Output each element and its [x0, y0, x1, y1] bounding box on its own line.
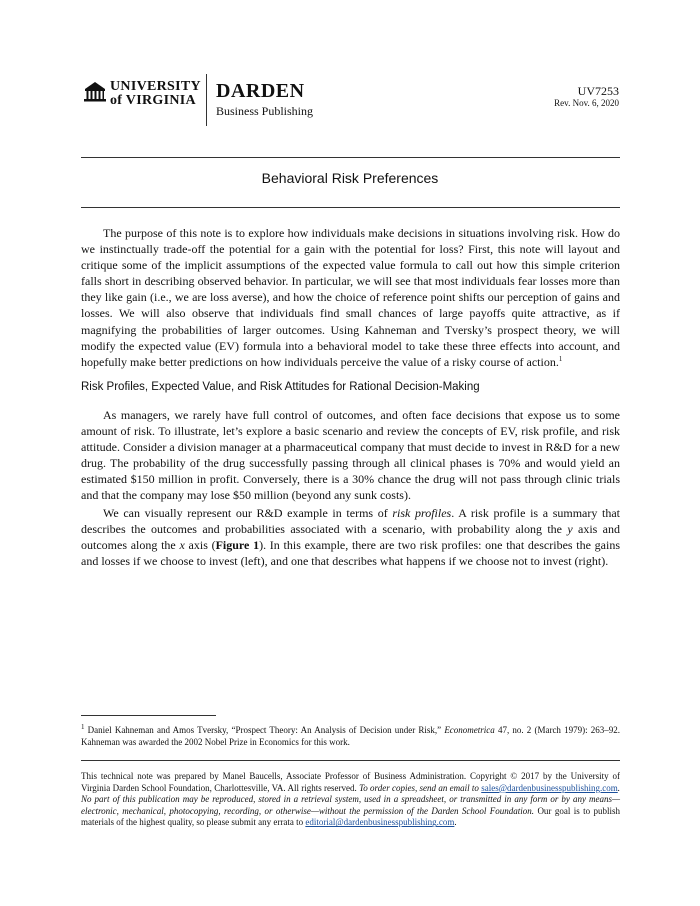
footer-text-a: This technical note was prepared by Manel Baucells, Associate Professor of Business Administration. Copyright © 2017 by the University of Virginia Darden School Foundation, Charlottesville, VA. All rights reserved.	[81, 771, 620, 793]
uva-line1: UNIVERSITY	[110, 79, 201, 94]
footer-text-b: Our goal is to publish materials of the highest quality, so please submit any errata to	[81, 805, 620, 828]
section-paragraph-1-text: As managers, we rarely have full control of outcomes, and often face decisions that expose us to some amount of risk. To illustrate, let’s explore a basic scenario and review the concepts of EV, risk profile, and risk attitude. Consider a division manager at a pharmaceutical company that must decide to invest in R&D for a new drug. The probability of the drug successfully passing through all clinical phases is 70% and would yield an estimated $150 million in profit. Conversely, there is a 30% chance the drug will not pass through clinic trials and that the company may lose $50 million (beyond any sunk costs).	[81, 408, 620, 503]
intro-paragraph	[81, 225, 620, 370]
footer-rule	[81, 760, 620, 761]
title-rule	[81, 207, 620, 208]
intro-text: The purpose of this note is to explore how individuals make decisions in situations involving risk. How do we instinctually trade-off the potential for a gain with the potential for loss? First, this note will layout and critique some of the implicit assumptions of the expected value formula to call out how this simple criterion falls short in describing observed behavior. In particular, we will see that most individuals fear losses more than they like gain (i.e., we are loss averse), and how the choice of reference point shifts our perception of gains and losses. We will also observe that individuals find small chances of large payoffs quite attractive, as if magnifying the probabilities of larger outcomes. Using Kahneman and Tversky’s prospect theory, we will modify the expected value (EV) formula into a behavioral model to take these three effects into account, and hopefully make better predictions on how individuals perceive the value of a risky course of action.	[81, 226, 620, 369]
uva-line2: of VIRGINIA	[110, 93, 196, 108]
section-paragraph-1	[81, 407, 620, 504]
footnote-text-a: Daniel Kahneman and Amos Tversky, “Prospect Theory: An Analysis of Decision under Risk,”	[84, 725, 445, 735]
para2-y: y	[567, 522, 573, 537]
section-paragraph-2	[81, 505, 620, 569]
business-publishing-label: Business Publishing	[216, 104, 314, 118]
darden-logo	[83, 74, 323, 126]
section-heading: Risk Profiles, Expected Value, and Risk Attitudes for Rational Decision-Making	[81, 381, 480, 393]
para2-text-e: ). In this example, there are two risk profiles: one that describes the gains and losses if we choose to invest (left), and one that describes what happens if we choose not to invest (right).	[81, 538, 621, 569]
para2-risk-profiles: risk profiles	[392, 506, 452, 520]
header-rule	[81, 157, 620, 158]
sales-email-link[interactable]: sales@dardenbusinesspublishing.com	[481, 782, 618, 793]
figure-1-ref: Figure 1	[215, 538, 260, 553]
editorial-email-link[interactable]: editorial@dardenbusinesspublishing.com	[305, 817, 455, 828]
para2-text-c: axis and outcomes along the	[81, 522, 620, 553]
footer-order-text: To order copies, send an email to	[359, 782, 479, 793]
footnote-journal: Econometrica	[444, 725, 495, 735]
footnote	[81, 724, 620, 748]
case-id: UV7253	[577, 84, 619, 98]
footnote-rule	[81, 715, 216, 716]
para2-text-b: . A risk profile is a summary that describes the outcomes and probabilities associated with a scenario, with probability along the	[81, 506, 621, 537]
revision-date: Rev. Nov. 6, 2020	[554, 98, 619, 108]
para2-text-d: axis (	[184, 538, 216, 553]
footer-rights-text: . No part of this publication may be reproduced, stored in a retrieval system, used in a spreadsheet, or transmitted in any form or by any means—electronic, mechanical, photocopying, recording, or otherwise—without the permission of the Darden School Foundation.	[81, 782, 620, 816]
rotunda-icon	[83, 80, 107, 102]
footnote-number: 1	[81, 723, 85, 731]
darden-wordmark: DARDEN	[216, 80, 305, 102]
page-title: Behavioral Risk Preferences	[261, 170, 439, 186]
footer-text-c: .	[454, 817, 457, 828]
footnote-ref[interactable]: 1	[558, 354, 563, 363]
para2-text-a: We can visually represent our R&D example in terms of	[103, 506, 393, 520]
copyright-footer	[81, 771, 620, 829]
logo-divider	[206, 74, 207, 126]
para2-x: x	[179, 538, 185, 553]
footnote-text-b: 47, no. 2 (March 1979): 263–92. Kahneman was awarded the 2002 Nobel Prize in Economics for this work.	[81, 725, 621, 747]
uva-wordmark	[110, 80, 201, 108]
